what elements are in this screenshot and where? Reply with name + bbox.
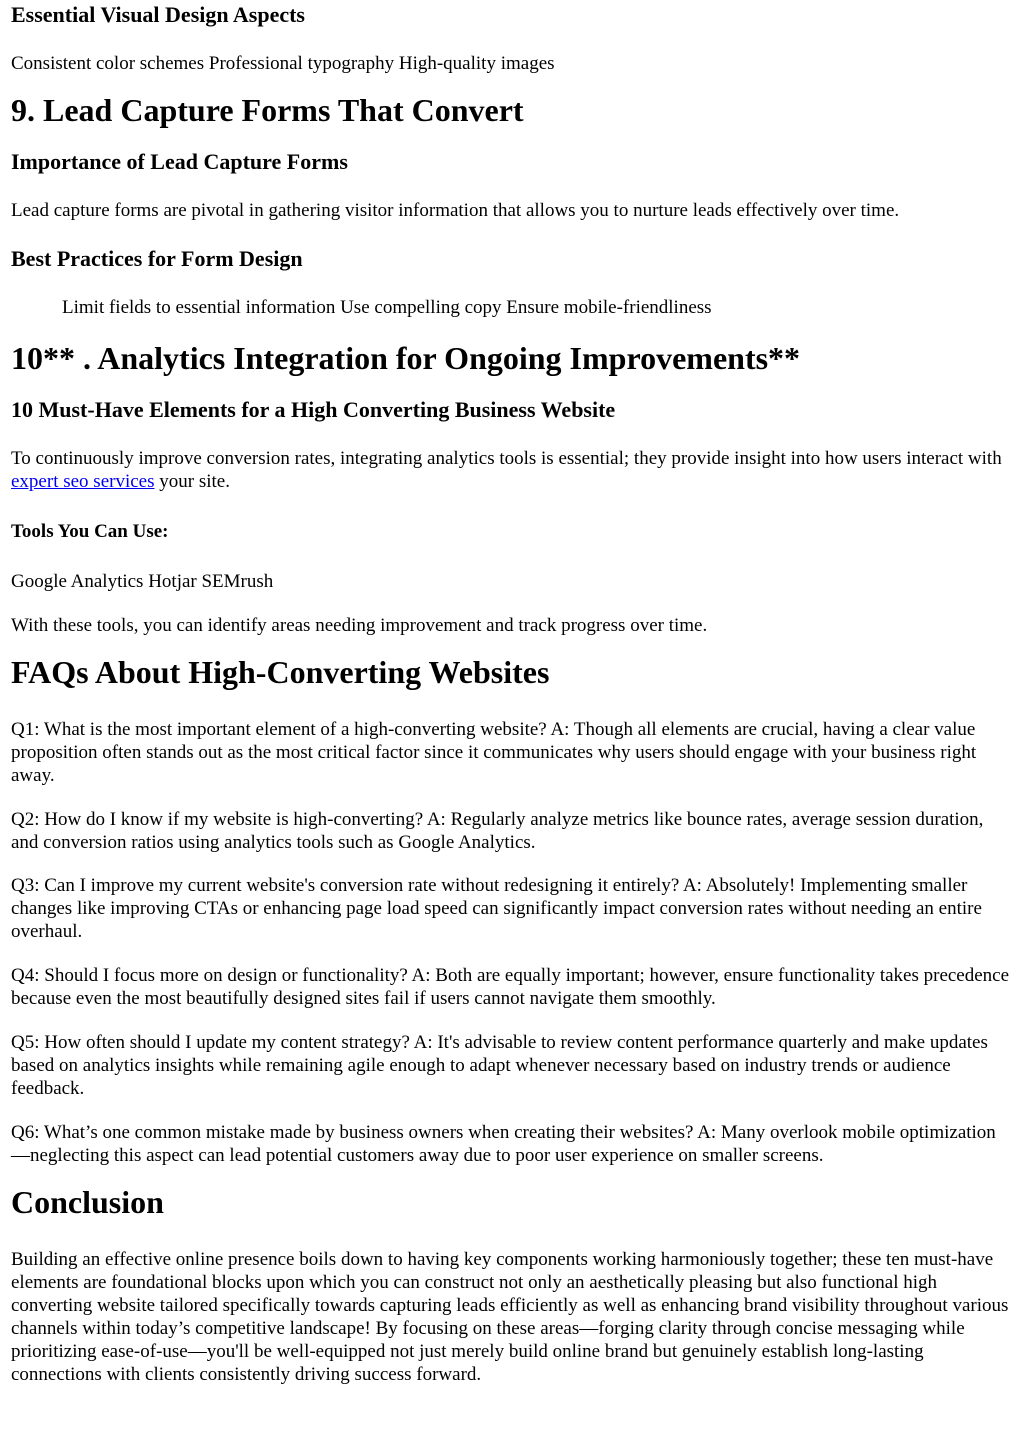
tools-heading: Tools You Can Use:: [11, 521, 169, 542]
faq-item: Q6: What’s one common mistake made by business owners when creating their websites? A: Many overlook mobile optimization—neglecting this aspect can lead potential customers away due to poor user experience on smaller screens.: [11, 1122, 996, 1166]
faq-item: Q3: Can I improve my current website's conversion rate without redesigning it entirely? A: Absolutely! Implementing smaller changes like improving CTAs or enhancing page load speed can significantly impact conversion rates without needing an entire overhaul.: [11, 875, 982, 942]
conclusion-paragraph: Building an effective online presence boils down to having key components working harmoniously together; these ten must-have elements are foundational blocks upon which you can construct not only an aesthetically pleasing but also functional high converting website tailored specifically towards capturing leads efficiently as well as enhancing brand visibility throughout various channels within today’s competitive landscape! By focusing on these areas—forging clarity through concise messaging while prioritizing ease-of-use—you'll be well-equipped not just merely build online brand but genuinely establish long-lasting connections with clients consistently driving success forward.: [11, 1249, 1009, 1385]
analytics-heading: 10** . Analytics Integration for Ongoing Improvements**: [11, 340, 801, 376]
best-practices-list: Limit fields to essential information Use compelling copy Ensure mobile-friendliness: [62, 297, 712, 318]
tools-list: Google Analytics Hotjar SEMrush: [11, 571, 274, 592]
must-have-elements-heading: 10 Must-Have Elements for a High Converting Business Website: [11, 397, 616, 422]
visual-design-heading: Essential Visual Design Aspects: [11, 2, 305, 27]
expert-seo-services-link[interactable]: expert seo services: [11, 471, 155, 492]
importance-paragraph: Lead capture forms are pivotal in gathering visitor information that allows you to nurture leads effectively over time.: [11, 200, 900, 221]
analytics-text-after-link: your site.: [154, 471, 230, 492]
faq-item: Q2: How do I know if my website is high-converting? A: Regularly analyze metrics like bounce rates, average session duration, and conversion ratios using analytics tools such as Google Analytics.: [11, 809, 984, 853]
best-practices-heading: Best Practices for Form Design: [11, 246, 303, 271]
faq-item: Q4: Should I focus more on design or functionality? A: Both are equally important; however, ensure functionality takes precedence because even the most beautifully designed sites fail if users cannot navigate them smoothly.: [11, 965, 1010, 1009]
faq-item: Q1: What is the most important element of a high-converting website? A: Though all elements are crucial, having a clear value proposition often stands out as the most critical factor since it communicates why users should engage with your business right away.: [11, 719, 977, 786]
visual-design-list: Consistent color schemes Professional typography High-quality images: [11, 53, 555, 74]
analytics-paragraph: [11, 447, 1014, 493]
tools-summary-paragraph: With these tools, you can identify areas needing improvement and track progress over time.: [11, 615, 708, 636]
conclusion-heading: Conclusion: [11, 1184, 164, 1220]
faq-item: Q5: How often should I update my content strategy? A: It's advisable to review content performance quarterly and make updates based on analytics insights while remaining agile enough to adapt whenever necessary based on industry trends or audience feedback.: [11, 1032, 988, 1099]
lead-capture-heading: 9. Lead Capture Forms That Convert: [11, 92, 524, 128]
analytics-text-before-link: To continuously improve conversion rates, integrating analytics tools is essential; they provide insight into how users interact with: [11, 448, 1002, 469]
importance-heading: Importance of Lead Capture Forms: [11, 149, 348, 174]
faqs-heading: FAQs About High-Converting Websites: [11, 654, 550, 690]
